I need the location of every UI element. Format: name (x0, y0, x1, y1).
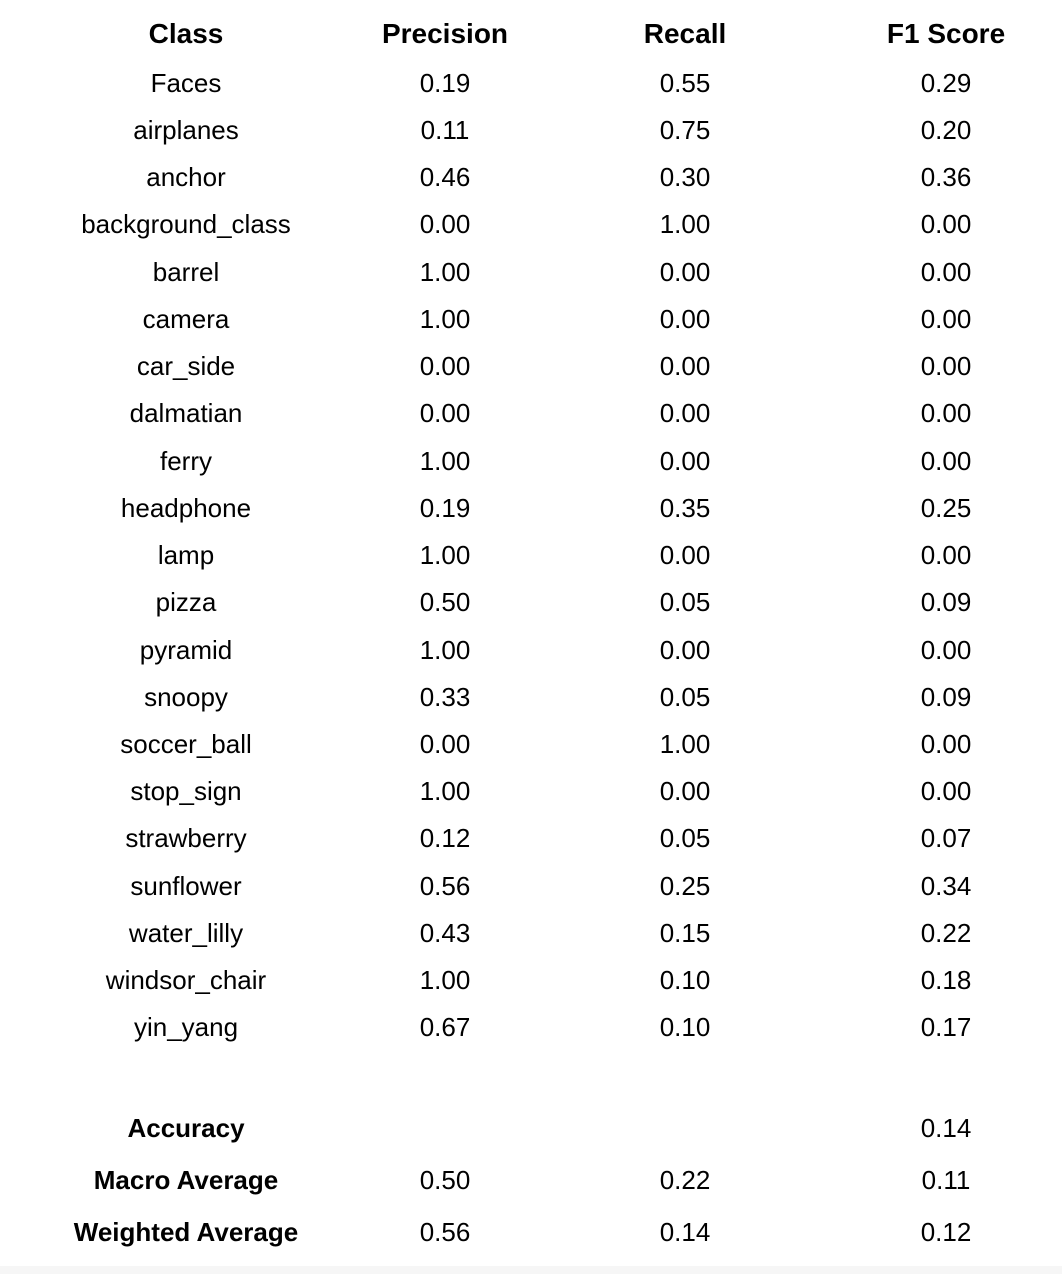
summary-row-accuracy (0, 1108, 1062, 1148)
f1-value: 0.34 (920, 871, 972, 901)
precision-value: 0.50 (419, 587, 471, 617)
class-name: pyramid (139, 635, 233, 665)
class-name: pizza (155, 587, 217, 617)
summary-row-weighted-average (0, 1212, 1062, 1252)
recall-value: 0.00 (659, 635, 711, 665)
recall-value: 0.00 (659, 540, 711, 570)
table-row (0, 346, 1062, 386)
recall-value: 0.10 (659, 965, 711, 995)
precision-value (305, 1108, 585, 1148)
class-name: stop_sign (130, 776, 242, 806)
f1-value: 0.36 (920, 162, 972, 192)
recall-value (545, 1108, 825, 1148)
recall-value: 0.15 (659, 918, 711, 948)
header-f1-score: F1 Score (886, 18, 1006, 49)
precision-value: 0.00 (419, 209, 471, 239)
precision-value: 0.56 (419, 871, 471, 901)
precision-value: 1.00 (419, 776, 471, 806)
f1-value: 0.00 (920, 446, 972, 476)
class-name: strawberry (125, 823, 247, 853)
table-row (0, 913, 1062, 953)
f1-value: 0.00 (920, 351, 972, 381)
precision-value: 0.00 (419, 729, 471, 759)
recall-value: 0.30 (659, 162, 711, 192)
precision-value: 1.00 (419, 257, 471, 287)
precision-value: 1.00 (419, 965, 471, 995)
recall-value: 0.75 (659, 115, 711, 145)
table-row (0, 157, 1062, 197)
recall-value: 1.00 (659, 729, 711, 759)
header-precision: Precision (381, 18, 509, 49)
class-name: lamp (157, 540, 215, 570)
table-row (0, 488, 1062, 528)
precision-value: 0.43 (419, 918, 471, 948)
recall-value: 0.00 (659, 776, 711, 806)
class-name: snoopy (144, 682, 228, 712)
f1-value: 0.11 (921, 1165, 971, 1195)
f1-value: 0.00 (920, 257, 972, 287)
table-row (0, 441, 1062, 481)
f1-value: 0.29 (920, 68, 972, 98)
recall-value: 0.35 (659, 493, 711, 523)
precision-value: 0.00 (419, 351, 471, 381)
table-row (0, 818, 1062, 858)
table-row (0, 771, 1062, 811)
table-row (0, 393, 1062, 433)
summary-label: Accuracy (127, 1113, 245, 1143)
f1-value: 0.00 (920, 304, 972, 334)
table-row (0, 677, 1062, 717)
recall-value: 0.00 (659, 257, 711, 287)
f1-value: 0.09 (920, 682, 972, 712)
class-name: camera (142, 304, 230, 334)
class-name: headphone (120, 493, 252, 523)
table-row (0, 866, 1062, 906)
precision-value: 0.19 (419, 68, 471, 98)
recall-value: 0.05 (659, 682, 711, 712)
precision-value: 0.11 (420, 115, 470, 145)
precision-value: 0.12 (419, 823, 471, 853)
class-name: soccer_ball (120, 729, 252, 759)
precision-value: 1.00 (419, 304, 471, 334)
table-row (0, 535, 1062, 575)
recall-value: 1.00 (659, 209, 711, 239)
recall-value: 0.22 (659, 1165, 711, 1195)
table-row (0, 63, 1062, 103)
f1-value: 0.17 (920, 1012, 972, 1042)
class-name: water_lilly (128, 918, 244, 948)
f1-value: 0.00 (920, 209, 972, 239)
recall-value: 0.25 (659, 871, 711, 901)
bottom-edge-band (0, 1266, 1062, 1274)
precision-value: 0.19 (419, 493, 471, 523)
f1-value: 0.12 (920, 1217, 972, 1247)
recall-value: 0.05 (659, 823, 711, 853)
f1-value: 0.18 (920, 965, 972, 995)
table-header-row (0, 14, 1062, 54)
summary-label: Weighted Average (73, 1217, 299, 1247)
table-row (0, 110, 1062, 150)
table-row (0, 630, 1062, 670)
class-name: sunflower (130, 871, 242, 901)
table-row (0, 299, 1062, 339)
table-row (0, 204, 1062, 244)
precision-value: 0.00 (419, 398, 471, 428)
class-name: anchor (146, 162, 226, 192)
f1-value: 0.00 (920, 635, 972, 665)
table-row (0, 724, 1062, 764)
class-name: dalmatian (129, 398, 243, 428)
precision-value: 0.33 (419, 682, 471, 712)
f1-value: 0.00 (920, 398, 972, 428)
f1-value: 0.00 (920, 729, 972, 759)
precision-value: 0.50 (419, 1165, 471, 1195)
class-name: airplanes (133, 115, 239, 145)
class-name: Faces (150, 68, 222, 98)
class-name: background_class (81, 209, 291, 239)
class-name: car_side (136, 351, 236, 381)
precision-value: 0.67 (419, 1012, 471, 1042)
precision-value: 0.46 (419, 162, 471, 192)
f1-value: 0.25 (920, 493, 972, 523)
table-row (0, 252, 1062, 292)
f1-value: 0.22 (920, 918, 972, 948)
precision-value: 1.00 (419, 540, 471, 570)
recall-value: 0.00 (659, 398, 711, 428)
class-name: barrel (152, 257, 220, 287)
f1-value: 0.00 (920, 540, 972, 570)
recall-value: 0.14 (659, 1217, 711, 1247)
recall-value: 0.10 (659, 1012, 711, 1042)
class-name: windsor_chair (105, 965, 267, 995)
class-name: yin_yang (133, 1012, 239, 1042)
header-class: Class (148, 18, 224, 49)
precision-value: 0.56 (419, 1217, 471, 1247)
table-row (0, 582, 1062, 622)
precision-value: 1.00 (419, 446, 471, 476)
table-row (0, 960, 1062, 1000)
summary-label: Macro Average (93, 1165, 279, 1195)
f1-value: 0.09 (920, 587, 972, 617)
recall-value: 0.00 (659, 446, 711, 476)
f1-value: 0.20 (920, 115, 972, 145)
recall-value: 0.05 (659, 587, 711, 617)
recall-value: 0.55 (659, 68, 711, 98)
f1-value: 0.00 (920, 776, 972, 806)
summary-row-macro-average (0, 1160, 1062, 1200)
class-name: ferry (160, 446, 212, 476)
table-row (0, 1007, 1062, 1047)
f1-value: 0.07 (920, 823, 972, 853)
recall-value: 0.00 (659, 351, 711, 381)
f1-value: 0.14 (920, 1113, 972, 1143)
precision-value: 1.00 (419, 635, 471, 665)
header-recall: Recall (643, 18, 727, 49)
recall-value: 0.00 (659, 304, 711, 334)
